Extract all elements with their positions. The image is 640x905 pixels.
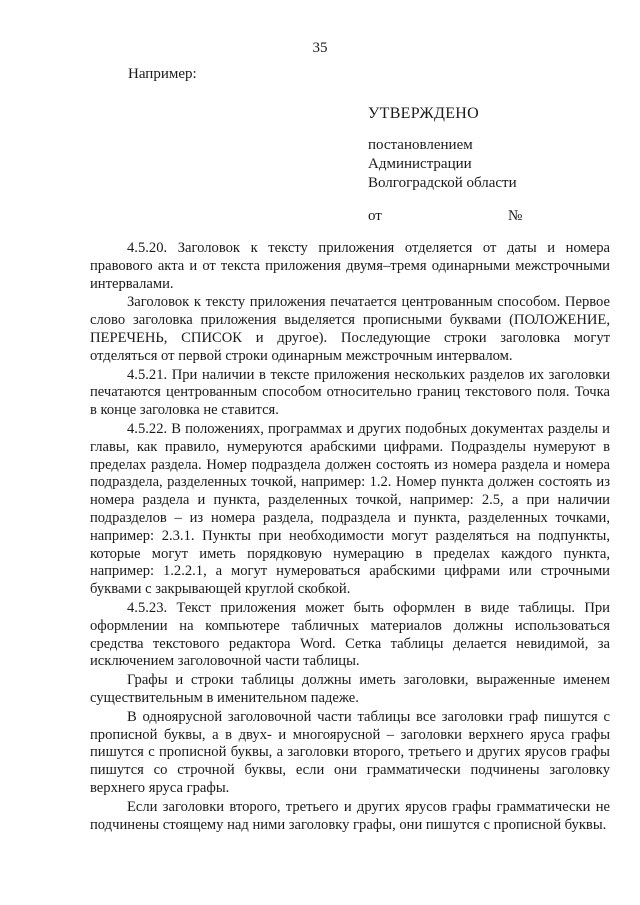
approval-line: постановлением (368, 137, 473, 153)
approval-number-label: № (508, 208, 523, 224)
paragraph: Графы и строки таблицы должны иметь заголовки, выраженные именем существительным в именительном падеже. (90, 672, 610, 706)
approval-from-label: от (368, 208, 382, 224)
paragraph: В одноярусной заголовочной части таблицы все заголовки граф пишутся с прописной буквы, а в двух- и многоярусной – заголовки верхнего яруса графы пишутся с прописной буквы, а заголовки второго, третьего и других ярусов графы пишутся со строчной буквы, если они грамматически подчинены заголовку верхнего яруса графы. (90, 708, 610, 796)
approval-line: Волгоградской области (368, 175, 517, 191)
paragraph: Если заголовки второго, третьего и других ярусов графы грамматически не подчинены стоящему над ними заголовку графы, они пишутся с прописной буквы. (90, 798, 610, 833)
approval-line: Администрации (368, 156, 472, 172)
paragraph: 4.5.21. При наличии в тексте приложения нескольких разделов их заголовки печатаются центрованным способом относительно границ текстового поля. Точка в конце заголовка не ставится. (90, 366, 610, 419)
paragraph: 4.5.23. Текст приложения может быть оформлен в виде таблицы. При оформлении на компьютере табличных материалов должны использоваться средства текстового редактора Word. Сетка таблицы делается невидимой, за исключением заголовочной части таблицы. (90, 599, 610, 670)
paragraph: 4.5.22. В положениях, программах и других подобных документах разделы и главы, как правило, нумеруются арабскими цифрами. Подразделы нумеруют в пределах раздела. Номер подраздела должен состоять из номера раздела и номера подраздела, разделенных точкой, например: 1.2. Номер пункта должен состоять из номера раздела и пункта, разделенных точкой, например: 2.5, а при наличии подразделов – из номера раздела, подраздела и пункта, разделенных точками, например: 2.3.1. Пункты при необходимости могут разделяться на подпункты, которые могут иметь порядковую нумерацию в пределах каждого пункта, например: 1.2.2.1, а могут нумероваться арабскими цифрами или строчными буквами с закрывающей круглой скобкой. (90, 420, 610, 598)
body-text (90, 240, 610, 835)
approval-title: УТВЕРЖДЕНО (368, 105, 480, 122)
page-number: 35 (312, 40, 328, 56)
paragraph: Заголовок к тексту приложения печатается центрованным способом. Первое слово заголовка приложения выделяется прописными буквами (ПОЛОЖЕНИЕ, ПЕРЕЧЕНЬ, СПИСОК и другое). Последующие строки заголовка могут отделяться от первой строки одинарным межстрочным интервалом. (90, 294, 610, 364)
example-label: Например: (128, 66, 197, 82)
approval-stamp (368, 104, 538, 226)
approval-date-number-line (368, 207, 538, 226)
paragraph: 4.5.20. Заголовок к тексту приложения отделяется от даты и номера правового акта и от текста приложения двумя–тремя одинарными межстрочными интервалами. (90, 240, 610, 292)
